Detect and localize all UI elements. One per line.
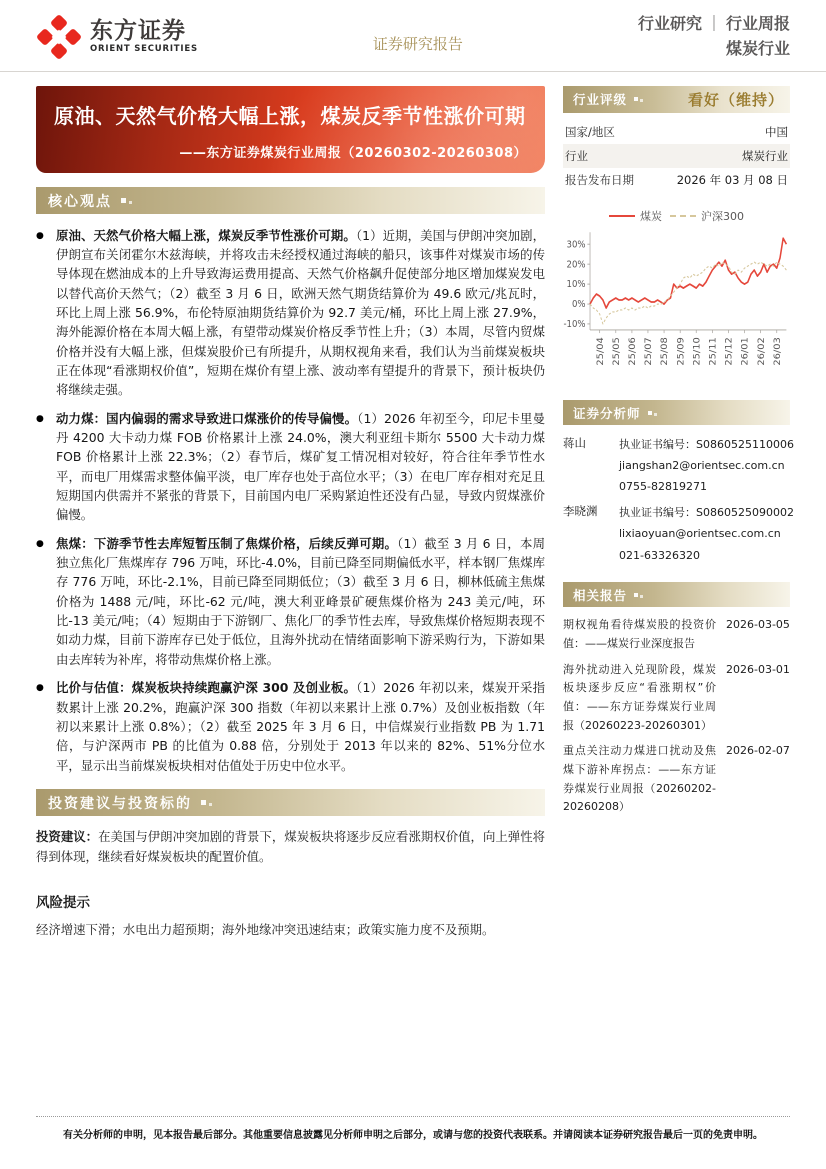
list-item — [36, 409, 545, 525]
rating-label: 行业评级 — [573, 90, 643, 108]
legend-label: 煤炭 — [640, 209, 662, 223]
orient-securities-logo — [36, 14, 198, 60]
report-info-table — [563, 120, 790, 192]
svg-text:26/02: 26/02 — [756, 336, 767, 366]
advice-text: 在美国与伊朗冲突加剧的背景下，煤炭板块将逐步反应看涨期权价值，向上弹性将得到体现，继续看好煤炭板块的配置价值。 — [36, 828, 546, 864]
core-views-banner — [36, 187, 545, 214]
list-item — [563, 502, 794, 566]
industry-rating-banner — [563, 86, 790, 113]
info-label: 行业 — [565, 148, 588, 163]
svg-text:0%: 0% — [571, 298, 586, 310]
analyst-email: lixiaoyuan@orientsec.com.cn — [619, 527, 781, 541]
analysts-list — [563, 434, 794, 567]
report-link: 重点关注动力煤进口扰动及焦煤下游补库拐点：——东方证券煤炭行业周报（20260202-20260208） — [563, 744, 716, 814]
report-subtitle: ——东方证券煤炭行业周报（20260302-20260308） — [179, 145, 527, 161]
related-reports-heading: 相关报告 — [573, 588, 628, 604]
svg-text:30%: 30% — [566, 238, 586, 251]
svg-text:26/03: 26/03 — [772, 336, 783, 366]
bullet-icon: ● — [36, 538, 44, 549]
analyst-name: 蒋山 — [563, 435, 586, 450]
divider-bar: ｜ — [705, 14, 722, 33]
investment-advice — [36, 827, 545, 867]
svg-text:25/06: 25/06 — [627, 336, 638, 366]
core-views-heading: 核心观点 — [48, 193, 112, 210]
analysts-banner — [563, 400, 790, 425]
coal-line-swatch-icon — [609, 215, 635, 217]
chart-legend — [563, 208, 790, 224]
analyst-name: 李晓渊 — [563, 503, 598, 518]
svg-text:25/09: 25/09 — [675, 336, 687, 366]
bullet-lead: 焦煤：下游季节性去库短暂压制了焦煤价格，后续反弹可期。 — [56, 535, 398, 551]
bullet-text: （1）近期，美国与伊朗冲突加剧，伊朗宣布关闭霍尔木兹海峡，并将攻击未经授权通过海峡的船只，该事件对煤炭市场的传导体现在燃油成本的上升导致海运费用提高、天然气价格飙升促使部分地区增加煤炭发电以替代高价天然气；（2）截至 3 月 6 日，欧洲天然气期货结算价为 49.6 欧元/兆瓦时，环比上周上涨 56.9%，布伦特原油期货结算价为 92.7 美元/桶，环比上周上涨 27.9%，海外能源价格在本周大幅上涨，有望带动煤炭价格反季节性上升；（3）本周，尽管内贸煤价格并没有大幅上涨，但煤炭股价已有所提升，从期权视角来看，我们认为当前煤炭板块正在体现“看涨期权价值”，短期在煤价有望上涨、波动率有望提升的背景下，预计板块仍将继续走强。 — [56, 227, 546, 398]
list-item — [36, 534, 545, 669]
svg-text:26/01: 26/01 — [740, 336, 751, 366]
report-date: 2026-02-07 — [726, 744, 790, 758]
related-reports-banner — [563, 582, 790, 607]
advice-label: 投资建议： — [36, 828, 99, 844]
legend-label: 沪深300 — [701, 209, 744, 223]
info-label: 国家/地区 — [565, 124, 615, 139]
report-date: 2026-03-01 — [726, 662, 790, 676]
banner-deco-icon — [209, 803, 212, 806]
list-item — [563, 742, 790, 817]
analyst-email: jiangshan2@orientsec.com.cn — [619, 459, 785, 473]
list-item — [36, 678, 545, 775]
report-type-label: 证券研究报告 — [372, 35, 463, 54]
sidebar — [563, 86, 794, 940]
logo-english: ORIENT SECURITIES — [90, 44, 198, 55]
related-reports-list — [563, 616, 790, 817]
list-item — [36, 226, 545, 400]
report-classification — [638, 12, 790, 62]
report-link: 海外扰动进入兑现阶段，煤炭板块逐步反应“看涨期权”价值：——东方证券煤炭行业周报（20260223-20260301） — [563, 662, 716, 732]
svg-text:25/08: 25/08 — [659, 336, 671, 366]
core-views-list — [36, 226, 545, 775]
info-value: 2026 年 03 月 08 日 — [676, 172, 788, 187]
title-banner — [36, 86, 545, 173]
banner-deco-icon — [648, 411, 652, 415]
investment-banner — [36, 789, 545, 816]
report-link: 期权视角看待煤炭股的投资价值：——煤炭行业深度报告 — [563, 618, 716, 650]
svg-text:25/12: 25/12 — [724, 336, 735, 366]
bullet-text: （1）2026 年初以来，煤炭开采指数累计上涨 20.2%，跑赢沪深 300 指数（年初以来累计上涨 0.7%）及创业板指数（年初以来累计上涨 0.8%）；（2）截至 2025 年 3 月 6 日，中信煤炭行业指数 PB 为 1.71 倍，与沪深两市 PB 的比值为 0.88 倍，分别处于 2013 年以来的 82%、51%分位水平，显示出当前煤炭板块相对估值处于历史中位水平。 — [56, 680, 546, 773]
banner-deco-icon — [634, 593, 638, 597]
sector-performance-svg — [563, 226, 790, 384]
bullet-icon: ● — [36, 413, 44, 424]
svg-text:25/11: 25/11 — [708, 336, 719, 366]
svg-text:25/10: 25/10 — [691, 336, 703, 366]
sector-performance-chart — [563, 208, 790, 384]
risk-text: 经济增速下滑；水电出力超预期；海外地缘冲突迅速结束；政策实施力度不及预期。 — [36, 921, 495, 937]
banner-deco-icon — [201, 800, 206, 805]
table-row — [563, 168, 790, 192]
analyst-phone: 0755-82819271 — [619, 480, 707, 494]
table-row — [563, 120, 790, 144]
banner-deco-icon — [634, 97, 638, 101]
banner-deco-icon — [654, 413, 657, 416]
hs300-line-swatch-icon — [670, 215, 696, 217]
report-header — [0, 0, 826, 72]
analyst-phone: 021-63326320 — [619, 548, 700, 562]
bullet-icon: ● — [36, 230, 44, 241]
main-column — [36, 86, 545, 940]
risk-heading: 风险提示 — [36, 894, 90, 911]
legend-item-hs300 — [670, 208, 744, 224]
banner-deco-icon — [121, 198, 126, 203]
banner-deco-icon — [640, 595, 643, 598]
analyst-cert: 执业证书编号：S0860525110006 — [619, 437, 794, 451]
banner-deco-icon — [129, 201, 132, 204]
investment-heading: 投资建议与投资标的 — [48, 795, 192, 812]
bullet-text: （1）2026 年初至今，印尼卡里曼丹 4200 大卡动力煤 FOB 价格累计上涨 24.0%，澳大利亚纽卡斯尔 5500 大卡动力煤 FOB 价格累计上涨 22.3%；（2）春节后，煤矿复工情况相对较好，符合往年季节性水平，而电厂用煤需求整体偏平淡，电厂库存也处于高位水平；（3）在电厂库存相对充足且短期国内供需并不紧张的背景下，目前国内电厂采购紧迫性还没有凸显，导致内贸煤涨价偏慢。 — [56, 410, 545, 523]
info-value: 煤炭行业 — [742, 148, 788, 163]
report-date: 2026-03-05 — [726, 618, 790, 632]
analyst-cert: 执业证书编号：S0860525090002 — [619, 505, 794, 519]
list-item — [563, 616, 790, 653]
svg-text:25/05: 25/05 — [611, 336, 622, 366]
svg-text:10%: 10% — [566, 278, 586, 291]
banner-deco-icon — [640, 99, 643, 102]
legend-item-coal — [609, 208, 662, 224]
logo-chinese: 东方证券 — [90, 18, 186, 45]
page-body — [0, 72, 826, 940]
classification-line1: 行业研究 ｜ 行业周报 — [637, 14, 790, 33]
svg-text:25/07: 25/07 — [643, 336, 654, 366]
info-label: 报告发布日期 — [565, 172, 634, 187]
rating-value: 看好（维持） — [687, 90, 784, 109]
svg-text:25/04: 25/04 — [595, 336, 606, 366]
list-item — [563, 661, 790, 736]
classification-line2: 煤炭行业 — [725, 38, 790, 58]
bullet-text: （1）截至 3 月 6 日，本周独立焦化厂焦煤库存 796 万吨，环比-4.0%，目前已降至同期偏低水平，样本钢厂焦煤库存 776 万吨，环比-2.1%，目前已降至同期低位；（3）截至 3 月 6 日，柳林低硫主焦煤价格为 1488 元/吨，环比-62 元/吨，澳大利亚峰景矿硬焦煤价格为 243 美元/吨，环比-13 美元/吨；（4）短期由于下游钢厂、焦化厂的季节性去库，导致焦煤价格短期表现不如动力煤，目前下游库存已处于低位，且海外扰动在情绪面影响下游采购行为，下游如果由去库转为补库，将带动焦煤价格上涨。 — [56, 535, 545, 667]
logo-wordmark — [90, 19, 198, 54]
table-row — [563, 144, 790, 168]
analysts-heading: 证券分析师 — [573, 405, 641, 421]
orient-securities-logo-icon — [36, 14, 82, 60]
bullet-lead: 比价与估值：煤炭板块持续跑赢沪深 300 及创业板。 — [56, 680, 357, 696]
report-title: 原油、天然气价格大幅上涨，煤炭反季节性涨价可期 — [54, 103, 526, 128]
bullet-lead: 动力煤：国内偏弱的需求导致进口煤涨价的传导偏慢。 — [56, 410, 358, 426]
info-value: 中国 — [765, 124, 788, 139]
bullet-lead: 原油、天然气价格大幅上涨，煤炭反季节性涨价可期。 — [56, 227, 356, 243]
footer-disclaimer: 有关分析师的申明，见本报告最后部分。其他重要信息披露见分析师申明之后部分，或请与您的投资代表联系。并请阅读本证券研究报告最后一页的免责申明。 — [36, 1116, 790, 1141]
bullet-icon: ● — [36, 683, 44, 694]
svg-text:20%: 20% — [566, 258, 586, 271]
svg-text:-10%: -10% — [563, 318, 586, 330]
list-item — [563, 434, 794, 498]
